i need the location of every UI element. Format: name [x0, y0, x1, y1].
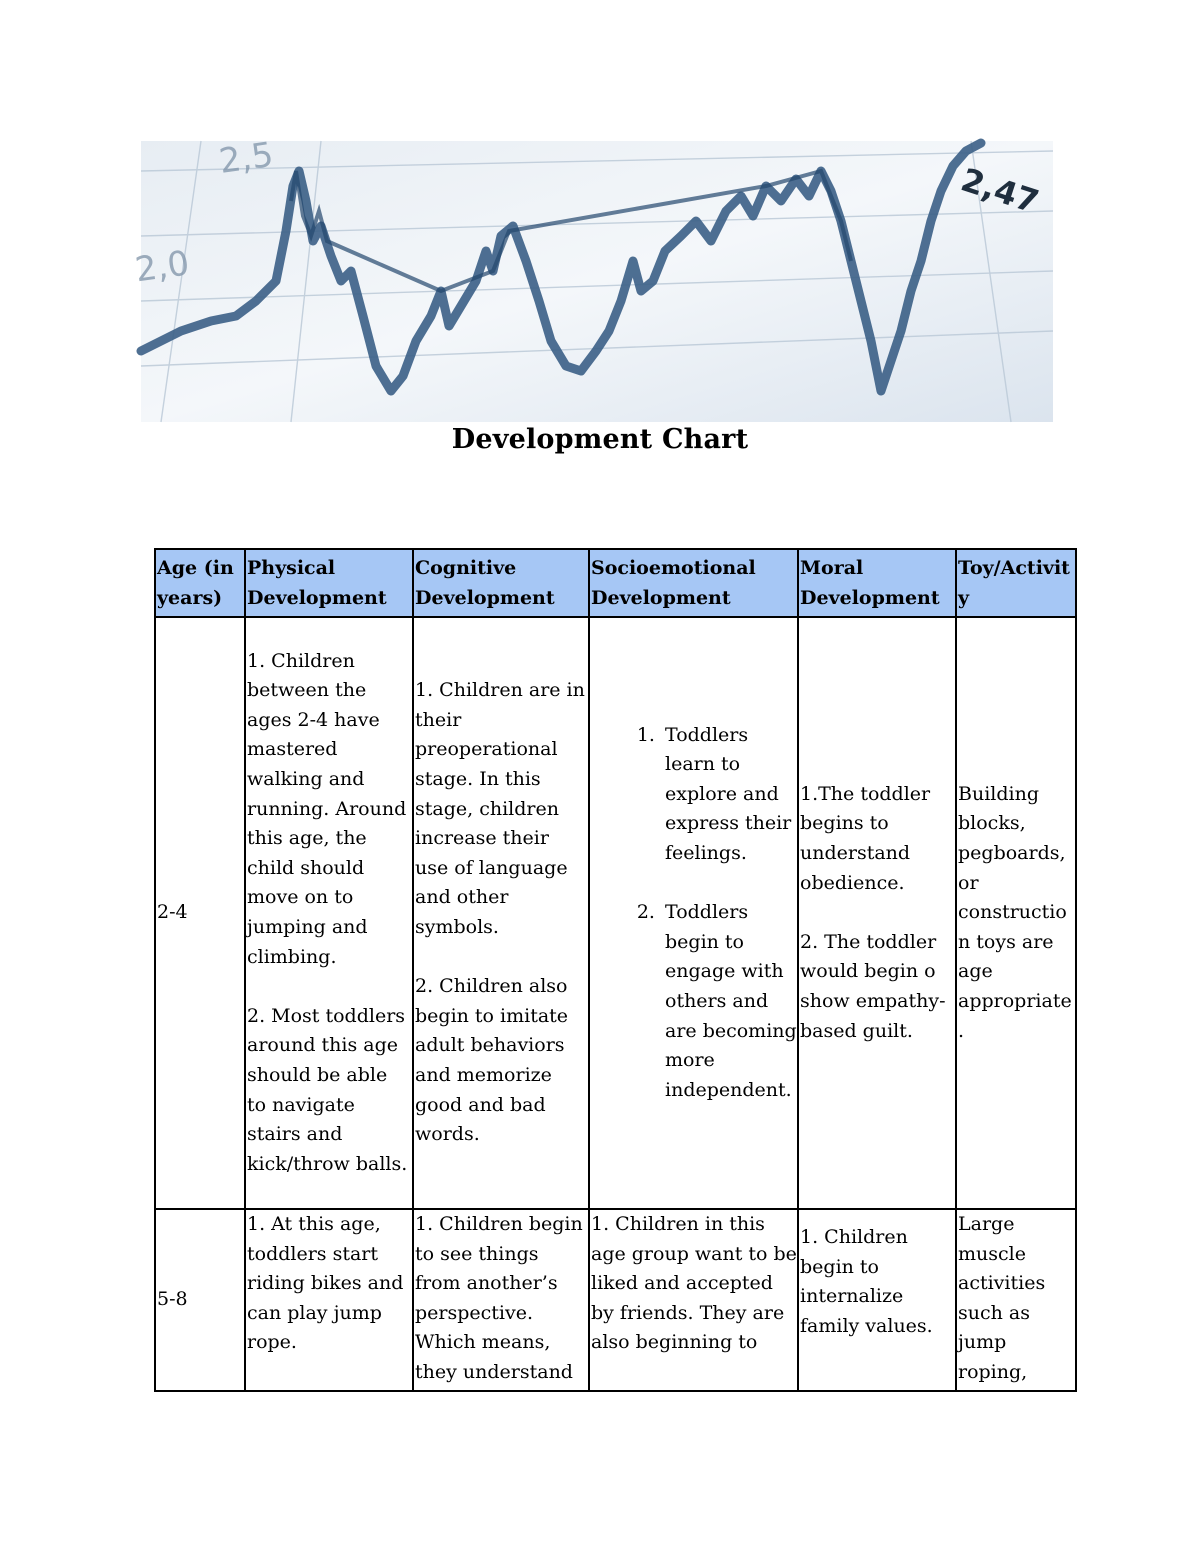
physical-point-2: 2. Most toddlers around this age should be able to navigate stairs and kick/throw balls. — [247, 1004, 408, 1175]
cognitive-point-1: 1. Children are in their preoperational stage. In this stage, children increase their use of language and other symbols. — [415, 679, 585, 938]
table-header-row — [155, 549, 1076, 617]
cell-moral — [798, 1209, 956, 1391]
socioemotional-point-1: 1. Children in this age group want to be liked and accepted by friends. They are also beginning to — [591, 1213, 797, 1354]
cell-age — [155, 617, 245, 1209]
socioemotional-list — [591, 721, 797, 1106]
header-toy-activity: Toy/Activity — [956, 549, 1076, 617]
age-value: 2-4 — [157, 901, 188, 924]
development-table — [154, 548, 1077, 1392]
cell-cognitive — [413, 617, 589, 1209]
cell-physical — [245, 617, 413, 1209]
cell-toy-activity — [956, 617, 1076, 1209]
table-row — [155, 617, 1076, 1209]
moral-point-1: 1. Children begin to internalize family values. — [800, 1226, 933, 1337]
socioemotional-item-2: 2. Toddlers begin to engage with others and are becoming more independent. — [661, 898, 797, 1105]
cell-physical — [245, 1209, 413, 1391]
socioemotional-item-1: 1. Toddlers learn to explore and express their feelings. — [661, 721, 797, 869]
moral-point-1: 1.The toddler begins to understand obedience. — [800, 782, 931, 894]
cognitive-point-1: 1. Children begin to see things from another’s perspective. Which means, they understand — [415, 1213, 583, 1383]
banner-stock-chart-image — [132, 134, 1053, 422]
stock-chart-graphic — [132, 134, 1053, 422]
age-value: 5-8 — [157, 1288, 188, 1311]
header-moral: Moral Development — [798, 549, 956, 617]
cell-toy-activity — [956, 1209, 1076, 1391]
axis-label-top: 2,5 — [216, 134, 276, 182]
cell-age — [155, 1209, 245, 1391]
toy-activity-text: Building blocks, pegboards, or construction toys are age appropriate. — [958, 782, 1072, 1042]
cell-socioemotional — [589, 1209, 798, 1391]
header-age: Age (in years) — [155, 549, 245, 617]
cell-socioemotional — [589, 617, 798, 1209]
cell-moral — [798, 617, 956, 1209]
physical-point-1: 1. At this age, toddlers start riding bikes and can play jump rope. — [247, 1213, 404, 1354]
physical-point-1: 1. Children between the ages 2-4 have mastered walking and running. Around this age, the child should move on to jumping and climbing. — [247, 649, 407, 968]
header-cognitive: Cognitive Development — [413, 549, 589, 617]
header-physical: Physical Development — [245, 549, 413, 617]
cognitive-point-2: 2. Children also begin to imitate adult behaviors and memorize good and bad words. — [415, 975, 569, 1146]
document-title: Development Chart — [451, 424, 749, 455]
cell-cognitive — [413, 1209, 589, 1391]
toy-activity-text: Large muscle activities such as jump roping, — [958, 1213, 1046, 1383]
header-socioemotional: Socioemotional Development — [589, 549, 798, 617]
table-row — [155, 1209, 1076, 1391]
axis-label-right: 2,47 — [956, 160, 1044, 222]
axis-label-mid: 2,0 — [132, 243, 192, 291]
moral-point-2: 2. The toddler would begin o show empathy-based guilt. — [800, 930, 946, 1042]
